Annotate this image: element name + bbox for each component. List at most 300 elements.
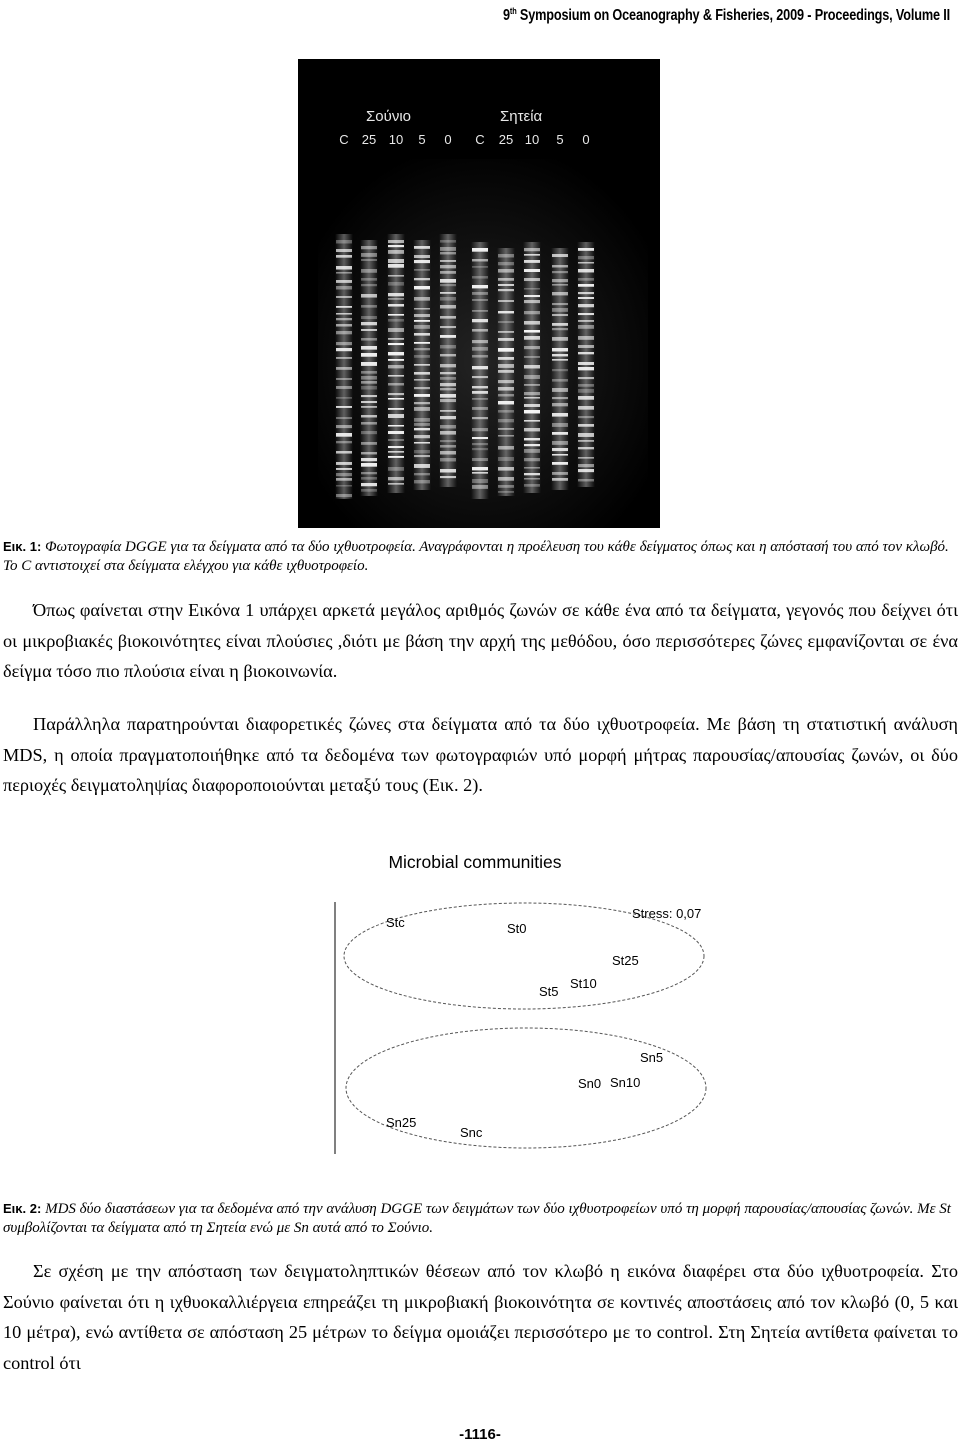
gel-band bbox=[552, 462, 568, 465]
gel-band bbox=[361, 458, 377, 461]
gel-band bbox=[498, 485, 514, 488]
gel-lane-label: 10 bbox=[524, 132, 540, 147]
gel-band bbox=[578, 457, 594, 459]
gel-lane-label: 0 bbox=[582, 132, 590, 147]
gel-band bbox=[552, 397, 568, 399]
gel-band bbox=[414, 260, 430, 263]
gel-band bbox=[524, 356, 540, 358]
gel-band bbox=[578, 292, 594, 294]
gel-band bbox=[524, 295, 540, 297]
gel-band bbox=[414, 372, 430, 375]
gel-band bbox=[414, 297, 430, 301]
gel-band bbox=[440, 271, 456, 274]
gel-band bbox=[472, 391, 488, 394]
gel-band bbox=[498, 401, 514, 404]
cluster-souvio-ellipse bbox=[346, 1028, 706, 1148]
gel-band bbox=[388, 451, 404, 453]
gel-band bbox=[361, 376, 377, 380]
gel-band bbox=[336, 478, 352, 481]
gel-band bbox=[498, 357, 514, 360]
gel-band bbox=[388, 483, 404, 485]
gel-band bbox=[440, 458, 456, 461]
gel-band bbox=[498, 321, 514, 323]
gel-band bbox=[524, 278, 540, 281]
gel-band bbox=[472, 472, 488, 474]
gel-band bbox=[498, 262, 514, 265]
gel-band bbox=[524, 248, 540, 251]
gel-band bbox=[498, 457, 514, 461]
gel-band bbox=[498, 446, 514, 450]
gel-band bbox=[472, 417, 488, 419]
gel-band bbox=[552, 354, 568, 356]
gel-band bbox=[388, 293, 404, 296]
gel-band bbox=[388, 439, 404, 441]
gel-lane-label: 5 bbox=[418, 132, 426, 147]
gel-band bbox=[578, 377, 594, 379]
gel-band bbox=[440, 252, 456, 254]
gel-band bbox=[472, 407, 488, 410]
gel-band bbox=[336, 397, 352, 399]
gel-band bbox=[388, 328, 404, 332]
gel-band bbox=[552, 423, 568, 427]
gel-band bbox=[336, 342, 352, 345]
gel-band bbox=[388, 414, 404, 418]
gel-band bbox=[336, 249, 352, 252]
gel-band bbox=[472, 458, 488, 461]
gel-lane-label: C bbox=[475, 132, 485, 147]
gel-band bbox=[498, 435, 514, 437]
gel-band bbox=[440, 416, 456, 419]
gel-band bbox=[498, 491, 514, 493]
gel-band bbox=[388, 264, 404, 268]
gel-band bbox=[524, 288, 540, 290]
gel-band bbox=[552, 379, 568, 382]
gel-band bbox=[440, 247, 456, 251]
gel-band bbox=[472, 266, 488, 268]
gel-band bbox=[361, 381, 377, 384]
gel-band bbox=[361, 278, 377, 281]
gel-band bbox=[552, 432, 568, 435]
gel-band bbox=[524, 404, 540, 407]
gel-band bbox=[388, 282, 404, 286]
gel-band bbox=[498, 467, 514, 471]
symposium-ordinal: th bbox=[509, 6, 517, 16]
gel-band bbox=[472, 248, 488, 252]
gel-band bbox=[524, 420, 540, 422]
gel-band bbox=[414, 320, 430, 322]
gel-band bbox=[440, 410, 456, 412]
gel-band bbox=[552, 388, 568, 392]
gel-band bbox=[578, 433, 594, 437]
gel-band bbox=[498, 477, 514, 481]
gel-band bbox=[440, 260, 456, 262]
gel-band bbox=[361, 353, 377, 357]
gel-band bbox=[552, 478, 568, 481]
gel-band bbox=[388, 365, 404, 368]
gel-band bbox=[498, 331, 514, 333]
mds-point-label: Sn25 bbox=[386, 1115, 417, 1130]
gel-band bbox=[361, 483, 377, 486]
gel-band bbox=[498, 428, 514, 430]
gel-band bbox=[388, 375, 404, 377]
gel-band bbox=[361, 415, 377, 417]
paragraph-distance-comparison: Σε σχέση με την απόσταση των δειγματοληπτικών θέσεων από τον κλωβό η εικόνα διαφέρει στα δύο ιχθυοτροφεία. Στο Σούνιο φαίνεται ότι η ιχθυοκαλλιέργεια επηρεάζει τη μικροβιακή βιοκοινότητα σε κοντινές αποστάσεις από τον κλωβό (0, 5 και 10 μέτρα), ενώ αντίθετα σε απόσταση 25 μέτρων το δείγμα ομοιάζει περισσότερο με το control. Στη Σητεία αντίθετα φαίνεται το control ότι bbox=[3, 1261, 958, 1373]
gel-band bbox=[388, 298, 404, 300]
gel-band bbox=[440, 364, 456, 367]
gel-band bbox=[414, 342, 430, 344]
gel-band bbox=[524, 428, 540, 431]
gel-band bbox=[336, 324, 352, 327]
symposium-title: Symposium on Oceanography & Fisheries, 2009 - Proceedings, Volume II bbox=[516, 7, 950, 25]
gel-band bbox=[388, 352, 404, 355]
gel-band bbox=[388, 240, 404, 243]
gel-band bbox=[336, 286, 352, 290]
gel-band bbox=[578, 396, 594, 400]
gel-band bbox=[524, 467, 540, 469]
gel-lane-label: 25 bbox=[361, 132, 377, 147]
page-number: -1116- bbox=[459, 1426, 501, 1443]
gel-band bbox=[361, 422, 377, 425]
gel-band bbox=[388, 446, 404, 448]
gel-band bbox=[388, 477, 404, 480]
gel-band bbox=[414, 418, 430, 422]
gel-band bbox=[498, 284, 514, 286]
gel-band bbox=[498, 338, 514, 341]
gel-lane-label: 0 bbox=[444, 132, 452, 147]
gel-band bbox=[524, 346, 540, 349]
gel-band bbox=[361, 371, 377, 374]
gel-band bbox=[578, 352, 594, 354]
gel-band bbox=[472, 319, 488, 322]
gel-band bbox=[524, 321, 540, 325]
gel-band bbox=[498, 254, 514, 257]
gel-band bbox=[578, 297, 594, 299]
gel-band bbox=[414, 269, 430, 271]
gel-band bbox=[440, 284, 456, 286]
gel-band bbox=[472, 355, 488, 358]
gel-band bbox=[524, 375, 540, 379]
gel-band bbox=[361, 401, 377, 403]
figure2-caption-label: Εικ. 2: bbox=[3, 1201, 42, 1216]
gel-band bbox=[414, 423, 430, 426]
gel-band bbox=[414, 402, 430, 404]
gel-band bbox=[414, 387, 430, 389]
gel-band bbox=[388, 245, 404, 247]
gel-band bbox=[578, 248, 594, 251]
gel-band bbox=[578, 345, 594, 348]
gel-band bbox=[552, 314, 568, 316]
gel-band bbox=[336, 451, 352, 454]
gel-band bbox=[578, 284, 594, 287]
gel-band bbox=[336, 485, 352, 487]
mds-point-label: Stc bbox=[386, 915, 405, 930]
gel-band bbox=[361, 294, 377, 298]
gel-band bbox=[524, 458, 540, 461]
gel-band bbox=[361, 246, 377, 249]
gel-band bbox=[498, 394, 514, 396]
gel-band bbox=[472, 285, 488, 288]
gel-band bbox=[524, 484, 540, 487]
mds-point-label: St5 bbox=[539, 984, 559, 999]
gel-band bbox=[552, 348, 568, 351]
symposium-number: 9 bbox=[503, 7, 510, 25]
gel-band bbox=[524, 438, 540, 440]
gel-band bbox=[498, 300, 514, 302]
gel-band bbox=[388, 398, 404, 400]
gel-band bbox=[414, 278, 430, 280]
gel-band bbox=[578, 447, 594, 449]
mds-point-label: St25 bbox=[612, 953, 639, 968]
gel-lane-label: 10 bbox=[388, 132, 404, 147]
gel-band bbox=[336, 331, 352, 334]
gel-band bbox=[361, 259, 377, 261]
gel-band bbox=[578, 416, 594, 418]
gel-band bbox=[578, 384, 594, 387]
gel-band bbox=[498, 380, 514, 383]
gel-band bbox=[498, 289, 514, 291]
figure1-caption-label: Εικ. 1: bbox=[3, 539, 42, 554]
gel-band bbox=[414, 348, 430, 350]
gel-band bbox=[388, 259, 404, 263]
paragraph-mds-analysis: Παράλληλα παρατηρούνται διαφορετικές ζώνες στα δείγματα από τα δύο ιχθυοτροφεία. Με βάση τη στατιστική ανάλυση MDS, η οποία πραγματοποιήθηκε από τα δεδομένα των φωτογραφιών υπό μορφή μήτρας παρουσίας/απουσίας ζωνών, οι δύο περιοχές δειγματοληψίας διαφοροποιούνται μεταξύ τους (Εικ. 2). bbox=[3, 714, 958, 795]
gel-band bbox=[552, 292, 568, 295]
gel-band bbox=[388, 304, 404, 307]
gel-band bbox=[336, 417, 352, 419]
gel-lane bbox=[387, 234, 405, 493]
gel-band bbox=[336, 462, 352, 465]
gel-band bbox=[388, 319, 404, 322]
gel-band bbox=[336, 425, 352, 428]
gel-band bbox=[472, 347, 488, 351]
gel-band bbox=[552, 284, 568, 286]
gel-band bbox=[524, 254, 540, 256]
gel-band bbox=[578, 424, 594, 427]
gel-band bbox=[440, 399, 456, 402]
gel-band bbox=[388, 431, 404, 434]
gel-band bbox=[472, 386, 488, 388]
gel-band bbox=[440, 279, 456, 283]
gel-band bbox=[472, 329, 488, 332]
gel-band bbox=[472, 310, 488, 312]
gel-band bbox=[336, 313, 352, 315]
gel-band bbox=[552, 265, 568, 267]
gel-band bbox=[336, 280, 352, 283]
gel-band bbox=[440, 316, 456, 319]
gel-band bbox=[552, 279, 568, 282]
gel-band bbox=[414, 333, 430, 336]
gel-band bbox=[578, 367, 594, 370]
gel-band bbox=[414, 394, 430, 397]
mds-point-label: St10 bbox=[570, 976, 597, 991]
figure1-caption-text: Φωτογραφία DGGE για τα δείγματα από τα δύο ιχθυοτροφεία. Αναγράφονται η προέλευση του κάθε δείγματος όπως και η απόστασή του από τον κλωβό. Το C αντιστοιχεί στα δείγματα ελέγχου για κάθε ιχθυοτροφείο. bbox=[3, 539, 949, 574]
gel-band bbox=[524, 311, 540, 314]
gel-band bbox=[336, 386, 352, 389]
gel-band bbox=[388, 425, 404, 427]
gel-band bbox=[388, 393, 404, 395]
gel-band bbox=[361, 472, 377, 474]
gel-band bbox=[414, 480, 430, 483]
gel-band bbox=[440, 388, 456, 390]
gel-band bbox=[524, 449, 540, 453]
gel-band bbox=[472, 398, 488, 400]
gel-band bbox=[472, 479, 488, 483]
gel-band bbox=[552, 369, 568, 371]
gel-band bbox=[414, 246, 430, 249]
gel-band bbox=[578, 320, 594, 322]
gel-band bbox=[552, 271, 568, 273]
gel-band bbox=[524, 444, 540, 446]
gel-band bbox=[414, 314, 430, 317]
gel-band bbox=[440, 394, 456, 398]
gel-band bbox=[440, 425, 456, 428]
gel-band bbox=[388, 467, 404, 471]
gel-band bbox=[472, 467, 488, 470]
gel-band bbox=[498, 364, 514, 368]
gel-band bbox=[578, 262, 594, 264]
gel-band bbox=[414, 428, 430, 430]
figure2-caption bbox=[3, 1199, 958, 1238]
gel-site-label-siteia: Σητεία bbox=[500, 108, 543, 125]
gel-band bbox=[552, 413, 568, 417]
gel-band bbox=[578, 440, 594, 442]
gel-band bbox=[336, 406, 352, 408]
gel-band bbox=[440, 297, 456, 301]
gel-band bbox=[414, 325, 430, 329]
gel-band bbox=[498, 269, 514, 273]
gel-band bbox=[361, 489, 377, 492]
gel-band bbox=[414, 435, 430, 438]
gel-band bbox=[524, 392, 540, 395]
gel-band bbox=[578, 389, 594, 393]
gel-band bbox=[440, 292, 456, 294]
gel-band bbox=[361, 406, 377, 408]
gel-band bbox=[440, 305, 456, 308]
gel-band bbox=[578, 479, 594, 481]
gel-band bbox=[388, 383, 404, 385]
gel-band bbox=[552, 303, 568, 305]
gel-band bbox=[414, 442, 430, 444]
gel-band bbox=[414, 473, 430, 475]
gel-band bbox=[336, 378, 352, 380]
gel-band bbox=[472, 443, 488, 445]
gel-band bbox=[336, 468, 352, 470]
running-header bbox=[376, 6, 950, 25]
gel-band bbox=[414, 286, 430, 289]
gel-band bbox=[524, 473, 540, 475]
gel-band bbox=[472, 437, 488, 439]
gel-band bbox=[578, 464, 594, 467]
gel-band bbox=[578, 362, 594, 365]
gel-band bbox=[336, 357, 352, 359]
gel-band bbox=[440, 240, 456, 243]
gel-band bbox=[472, 428, 488, 431]
gel-band bbox=[524, 336, 540, 340]
gel-band bbox=[472, 292, 488, 295]
gel-band bbox=[361, 452, 377, 454]
gel-band bbox=[336, 441, 352, 443]
gel-lane-label: 25 bbox=[498, 132, 514, 147]
gel-band bbox=[336, 367, 352, 370]
gel-band bbox=[361, 338, 377, 341]
gel-band bbox=[336, 255, 352, 258]
gel-band bbox=[472, 276, 488, 279]
gel-band bbox=[336, 348, 352, 351]
gel-band bbox=[472, 485, 488, 489]
gel-band bbox=[361, 431, 377, 434]
figure2-caption-text: MDS δύο διαστάσεων για τα δεδομένα από την ανάλυση DGGE των δειγμάτων των δύο ιχθυοτροφείων υπό τη μορφή παρουσίας/απουσίας ζωνών. Με St συμβολίζονται τα δείγματα από τη Σητεία ενώ με Sn αυτά από το Σούνιο. bbox=[3, 1201, 951, 1236]
gel-band bbox=[498, 410, 514, 413]
gel-band bbox=[552, 337, 568, 341]
gel-band bbox=[336, 318, 352, 320]
gel-band bbox=[578, 278, 594, 281]
gel-band bbox=[472, 340, 488, 343]
gel-band bbox=[336, 306, 352, 308]
mds-plot-title: Microbial communities bbox=[388, 852, 562, 872]
gel-band bbox=[388, 408, 404, 410]
gel-band bbox=[498, 370, 514, 373]
gel-band bbox=[361, 442, 377, 445]
mds-point-label: St0 bbox=[507, 921, 527, 936]
gel-band bbox=[388, 250, 404, 254]
gel-band bbox=[336, 240, 352, 243]
gel-band bbox=[472, 299, 488, 301]
gel-band bbox=[578, 336, 594, 340]
gel-band bbox=[524, 269, 540, 272]
gel-band bbox=[414, 355, 430, 358]
gel-band bbox=[472, 366, 488, 369]
gel-band bbox=[524, 330, 540, 333]
gel-band bbox=[361, 477, 377, 480]
gel-band bbox=[578, 325, 594, 329]
gel-band bbox=[552, 472, 568, 475]
gel-band bbox=[361, 284, 377, 286]
gel-band bbox=[524, 410, 540, 413]
gel-band bbox=[440, 445, 456, 448]
gel-band bbox=[440, 372, 456, 374]
gel-band bbox=[414, 308, 430, 310]
gel-band bbox=[552, 448, 568, 451]
gel-band bbox=[336, 296, 352, 298]
gel-band bbox=[336, 272, 352, 274]
gel-band bbox=[498, 311, 514, 313]
gel-band bbox=[440, 345, 456, 348]
mds-point-label: Sn5 bbox=[640, 1050, 664, 1065]
mds-point-label: Sn0 bbox=[578, 1076, 602, 1091]
gel-band bbox=[361, 362, 377, 366]
gel-band bbox=[361, 305, 377, 308]
gel-band bbox=[388, 456, 404, 458]
gel-band bbox=[440, 476, 456, 478]
gel-lane-label: C bbox=[339, 132, 349, 147]
gel-band bbox=[361, 316, 377, 319]
gel-band bbox=[524, 300, 540, 303]
gel-band bbox=[414, 255, 430, 258]
gel-band bbox=[578, 313, 594, 315]
gel-band bbox=[524, 384, 540, 386]
gel-band bbox=[524, 260, 540, 263]
gel-band bbox=[414, 407, 430, 411]
mds-point-label: Sn10 bbox=[610, 1075, 641, 1090]
gel-band bbox=[440, 451, 456, 455]
gel-site-label-souvio: Σούνιο bbox=[366, 108, 411, 125]
gel-band bbox=[578, 269, 594, 272]
gel-band bbox=[552, 359, 568, 361]
gel-band bbox=[440, 265, 456, 268]
gel-band bbox=[414, 464, 430, 468]
gel-band bbox=[578, 406, 594, 410]
gel-band bbox=[336, 473, 352, 476]
figure1-caption bbox=[3, 537, 958, 576]
